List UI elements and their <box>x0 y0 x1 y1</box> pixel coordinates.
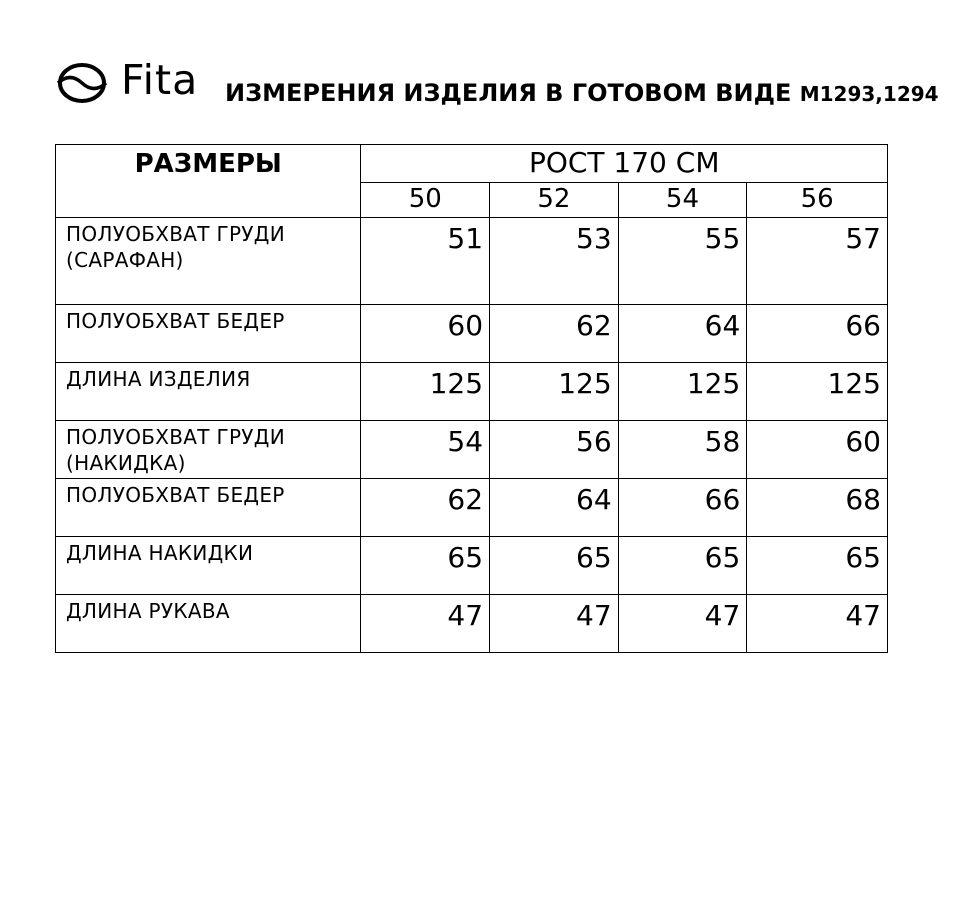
size-header: 54 <box>618 183 747 218</box>
row-value: 47 <box>490 595 619 653</box>
page-title <box>225 78 939 109</box>
row-value: 65 <box>490 537 619 595</box>
row-value: 125 <box>490 363 619 421</box>
row-value: 62 <box>490 305 619 363</box>
size-header: 56 <box>747 183 888 218</box>
table-row <box>56 218 888 305</box>
height-header: РОСТ 170 СМ <box>361 145 888 183</box>
row-label: ДЛИНА НАКИДКИ <box>56 537 361 595</box>
row-value: 58 <box>618 421 747 479</box>
measurements-table <box>55 144 888 653</box>
row-value: 125 <box>747 363 888 421</box>
table-header-row <box>56 145 888 183</box>
row-value: 47 <box>747 595 888 653</box>
row-value: 57 <box>747 218 888 305</box>
row-value: 66 <box>618 479 747 537</box>
row-value: 65 <box>747 537 888 595</box>
table-row <box>56 479 888 537</box>
row-label: ПОЛУОБХВАТ БЕДЕР <box>56 479 361 537</box>
row-value: 54 <box>361 421 490 479</box>
table-row <box>56 595 888 653</box>
row-value: 47 <box>361 595 490 653</box>
row-label: ДЛИНА ИЗДЕЛИЯ <box>56 363 361 421</box>
row-label: ДЛИНА РУКАВА <box>56 595 361 653</box>
table-row <box>56 421 888 479</box>
row-value: 65 <box>361 537 490 595</box>
row-value: 64 <box>618 305 747 363</box>
page-header <box>55 56 955 106</box>
table-row <box>56 537 888 595</box>
sizes-header: РАЗМЕРЫ <box>56 145 361 218</box>
row-value: 60 <box>747 421 888 479</box>
row-label: ПОЛУОБХВАТ ГРУДИ (НАКИДКА) <box>56 421 361 479</box>
fita-logo-icon <box>55 56 109 106</box>
row-value: 64 <box>490 479 619 537</box>
row-value: 51 <box>361 218 490 305</box>
row-value: 66 <box>747 305 888 363</box>
title-text: ИЗМЕРЕНИЯ ИЗДЕЛИЯ В ГОТОВОМ ВИДЕ <box>225 79 792 107</box>
size-header: 52 <box>490 183 619 218</box>
table-row <box>56 305 888 363</box>
row-value: 68 <box>747 479 888 537</box>
row-label: ПОЛУОБХВАТ БЕДЕР <box>56 305 361 363</box>
size-header: 50 <box>361 183 490 218</box>
logo-text: Fita <box>121 56 199 104</box>
model-number: М1293,1294 <box>799 82 939 106</box>
row-value: 65 <box>618 537 747 595</box>
row-value: 53 <box>490 218 619 305</box>
row-value: 60 <box>361 305 490 363</box>
row-value: 62 <box>361 479 490 537</box>
table-row <box>56 363 888 421</box>
row-label: ПОЛУОБХВАТ ГРУДИ (САРАФАН) <box>56 218 361 305</box>
row-value: 55 <box>618 218 747 305</box>
row-value: 125 <box>618 363 747 421</box>
row-value: 47 <box>618 595 747 653</box>
row-value: 125 <box>361 363 490 421</box>
row-value: 56 <box>490 421 619 479</box>
